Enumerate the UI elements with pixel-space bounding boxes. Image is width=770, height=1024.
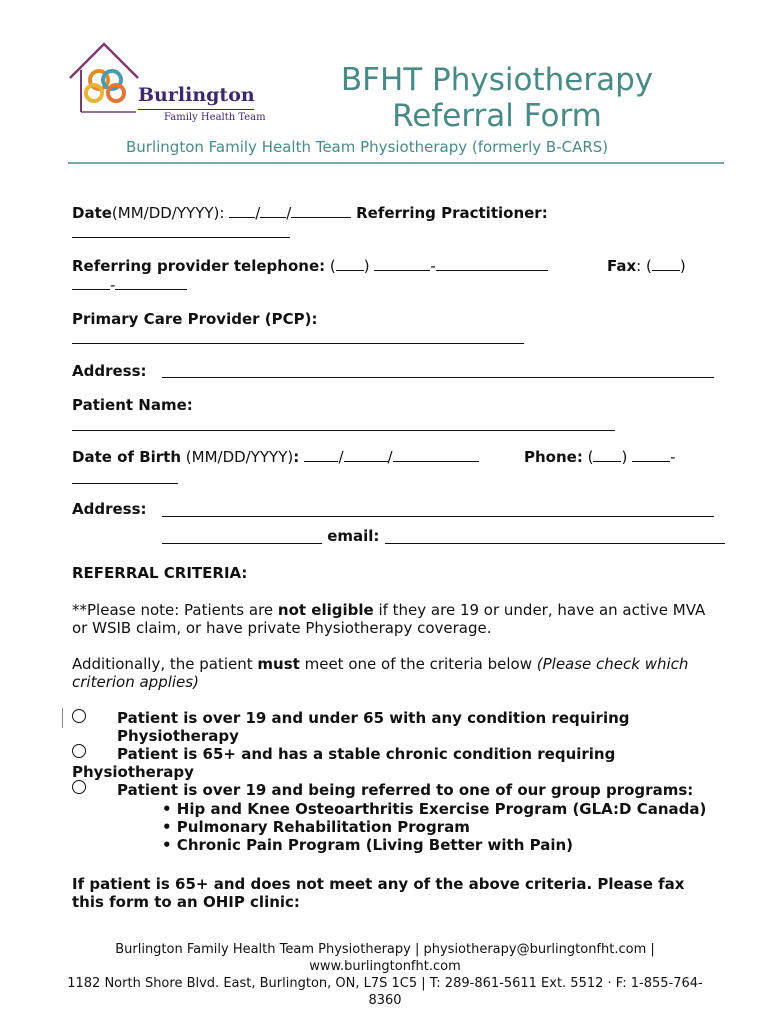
instructions-prefix: Additionally, the patient	[72, 655, 258, 673]
date-year-field[interactable]	[291, 204, 351, 218]
page-title-line2: Referral Form	[392, 98, 602, 134]
dob-year-field[interactable]	[393, 448, 479, 462]
paren-open: (	[325, 257, 336, 275]
email-field[interactable]	[385, 543, 725, 544]
footer-address: 1182 North Shore Blvd. East, Burlington, ON, L7S 1C5 | T: 289-861-5611 Ext. 5512 · F: 1-855-764-	[67, 976, 703, 991]
referring-phone-row	[72, 257, 548, 275]
paren-close: )	[621, 448, 633, 466]
date-format: (MM/DD/YYYY):	[111, 204, 230, 222]
dob-month-field[interactable]	[304, 448, 338, 462]
logo-subtitle: Family Health Team	[164, 112, 266, 123]
patient-phone-row	[524, 448, 676, 466]
dash: -	[110, 276, 116, 294]
referring-phone-number-field[interactable]	[436, 257, 548, 271]
email-label: email:	[322, 527, 385, 545]
logo-underline	[138, 109, 254, 110]
instructions-line1	[72, 655, 732, 673]
footer	[60, 941, 710, 1009]
pcp-label: Primary Care Provider (PCP):	[72, 310, 318, 328]
fax-paren-open: : (	[636, 257, 652, 275]
logo	[66, 40, 266, 130]
criteria-heading: REFERRAL CRITERIA:	[72, 564, 248, 582]
date-separator: /	[338, 448, 344, 466]
fax-prefix-field[interactable]	[72, 276, 110, 290]
dob-colon: :	[293, 448, 305, 466]
eligibility-note	[72, 601, 732, 637]
fax-paren-close: )	[679, 257, 686, 275]
fax-row	[607, 257, 686, 275]
date-day-field[interactable]	[260, 204, 286, 218]
phone-label: Phone:	[524, 448, 583, 466]
criterion-option-1-label	[117, 709, 630, 745]
patient-address-field-line2[interactable]	[162, 543, 322, 544]
option1-line1: Patient is over 19 and under 65 with any condition requiring	[117, 709, 630, 727]
referring-phone-label: Referring provider telephone:	[72, 257, 326, 275]
dash: -	[670, 448, 676, 466]
paren-open: (	[582, 448, 594, 466]
criterion-option-3-radio[interactable]	[72, 780, 86, 794]
program-list	[162, 800, 706, 854]
criterion-option-3-label: Patient is over 19 and being referred to one of our group programs:	[117, 781, 694, 799]
pcp-field[interactable]	[72, 343, 524, 344]
dob-day-field[interactable]	[344, 448, 388, 462]
fax-area-field[interactable]	[652, 257, 680, 271]
fax-instruction	[72, 875, 684, 911]
referring-practitioner-field[interactable]	[72, 237, 290, 238]
date-separator: /	[255, 204, 261, 222]
date-row	[72, 204, 548, 222]
instructions-italic-2: criterion applies)	[72, 673, 199, 691]
patient-phone-number-field[interactable]	[72, 483, 178, 484]
date-label: Date	[72, 204, 112, 222]
criterion-option-2-label-line2: Physiotherapy	[72, 763, 194, 781]
logo-name: Burlington	[138, 84, 255, 106]
criterion-option-2-label-line1: Patient is 65+ and has a stable chronic condition requiring	[117, 745, 616, 763]
footer-line1: Burlington Family Health Team Physiotherapy | physiotherapy@burlingtonfht.com |	[115, 942, 655, 957]
fax-label: Fax	[607, 257, 637, 275]
option1-line2: Physiotherapy	[117, 727, 239, 745]
instructions-bold: must	[257, 655, 300, 673]
date-separator: /	[286, 204, 292, 222]
note-bold: not eligible	[277, 601, 374, 619]
dash: -	[430, 257, 436, 275]
referring-phone-area-field[interactable]	[336, 257, 364, 271]
eligibility-note-line2: or WSIB claim, or have private Physiotherapy coverage.	[72, 619, 492, 637]
dob-row	[72, 448, 479, 466]
fax-instruction-line1: If patient is 65+ and does not meet any of the above criteria. Please fax	[72, 875, 685, 893]
note-prefix: **Please note: Patients are	[72, 601, 278, 619]
patient-address-field[interactable]	[162, 516, 714, 517]
criteria-instructions	[72, 655, 732, 691]
patient-name-label: Patient Name:	[72, 396, 193, 414]
dob-format: (MM/DD/YYYY)	[181, 448, 294, 466]
footer-website: www.burlingtonfht.com	[309, 959, 461, 974]
footer-fax-end: 8360	[368, 993, 402, 1008]
patient-phone-area-field[interactable]	[593, 448, 621, 462]
page-title	[297, 62, 697, 134]
paren-close: )	[363, 257, 375, 275]
instructions-line2	[72, 673, 732, 691]
patient-phone-prefix-field[interactable]	[632, 448, 670, 462]
date-month-field[interactable]	[229, 204, 255, 218]
fax-number-row	[72, 276, 187, 294]
page-title-line1: BFHT Physiotherapy	[340, 62, 654, 98]
referring-practitioner-label: Referring Practitioner:	[356, 204, 548, 222]
page-subtitle: Burlington Family Health Team Physiotherapy (formerly B-CARS)	[126, 138, 609, 156]
date-separator: /	[387, 448, 393, 466]
dob-label: Date of Birth	[72, 448, 182, 466]
program-item: • Chronic Pain Program (Living Better with Pain)	[162, 836, 574, 854]
option1-text-cursor	[62, 708, 63, 728]
patient-name-field[interactable]	[72, 430, 615, 431]
logo-house-icon	[66, 40, 146, 115]
address-label: Address:	[72, 362, 147, 380]
patient-address-label: Address:	[72, 500, 147, 518]
eligibility-note-line1	[72, 601, 732, 619]
program-item: • Pulmonary Rehabilitation Program	[162, 818, 470, 836]
note-rest: if they are 19 or under, have an active MVA	[373, 601, 706, 619]
program-item: • Hip and Knee Osteoarthritis Exercise Program (GLA:D Canada)	[162, 800, 707, 818]
criterion-option-2-radio[interactable]	[72, 744, 86, 758]
referring-phone-prefix-field[interactable]	[374, 257, 430, 271]
instructions-italic: (Please check which	[536, 655, 689, 673]
address-field[interactable]	[162, 377, 714, 378]
instructions-rest: meet one of the criteria below	[299, 655, 537, 673]
fax-number-field[interactable]	[115, 276, 187, 290]
header-divider	[68, 162, 724, 164]
criterion-option-1-radio[interactable]	[72, 709, 86, 723]
fax-instruction-line2: this form to an OHIP clinic:	[72, 893, 300, 911]
